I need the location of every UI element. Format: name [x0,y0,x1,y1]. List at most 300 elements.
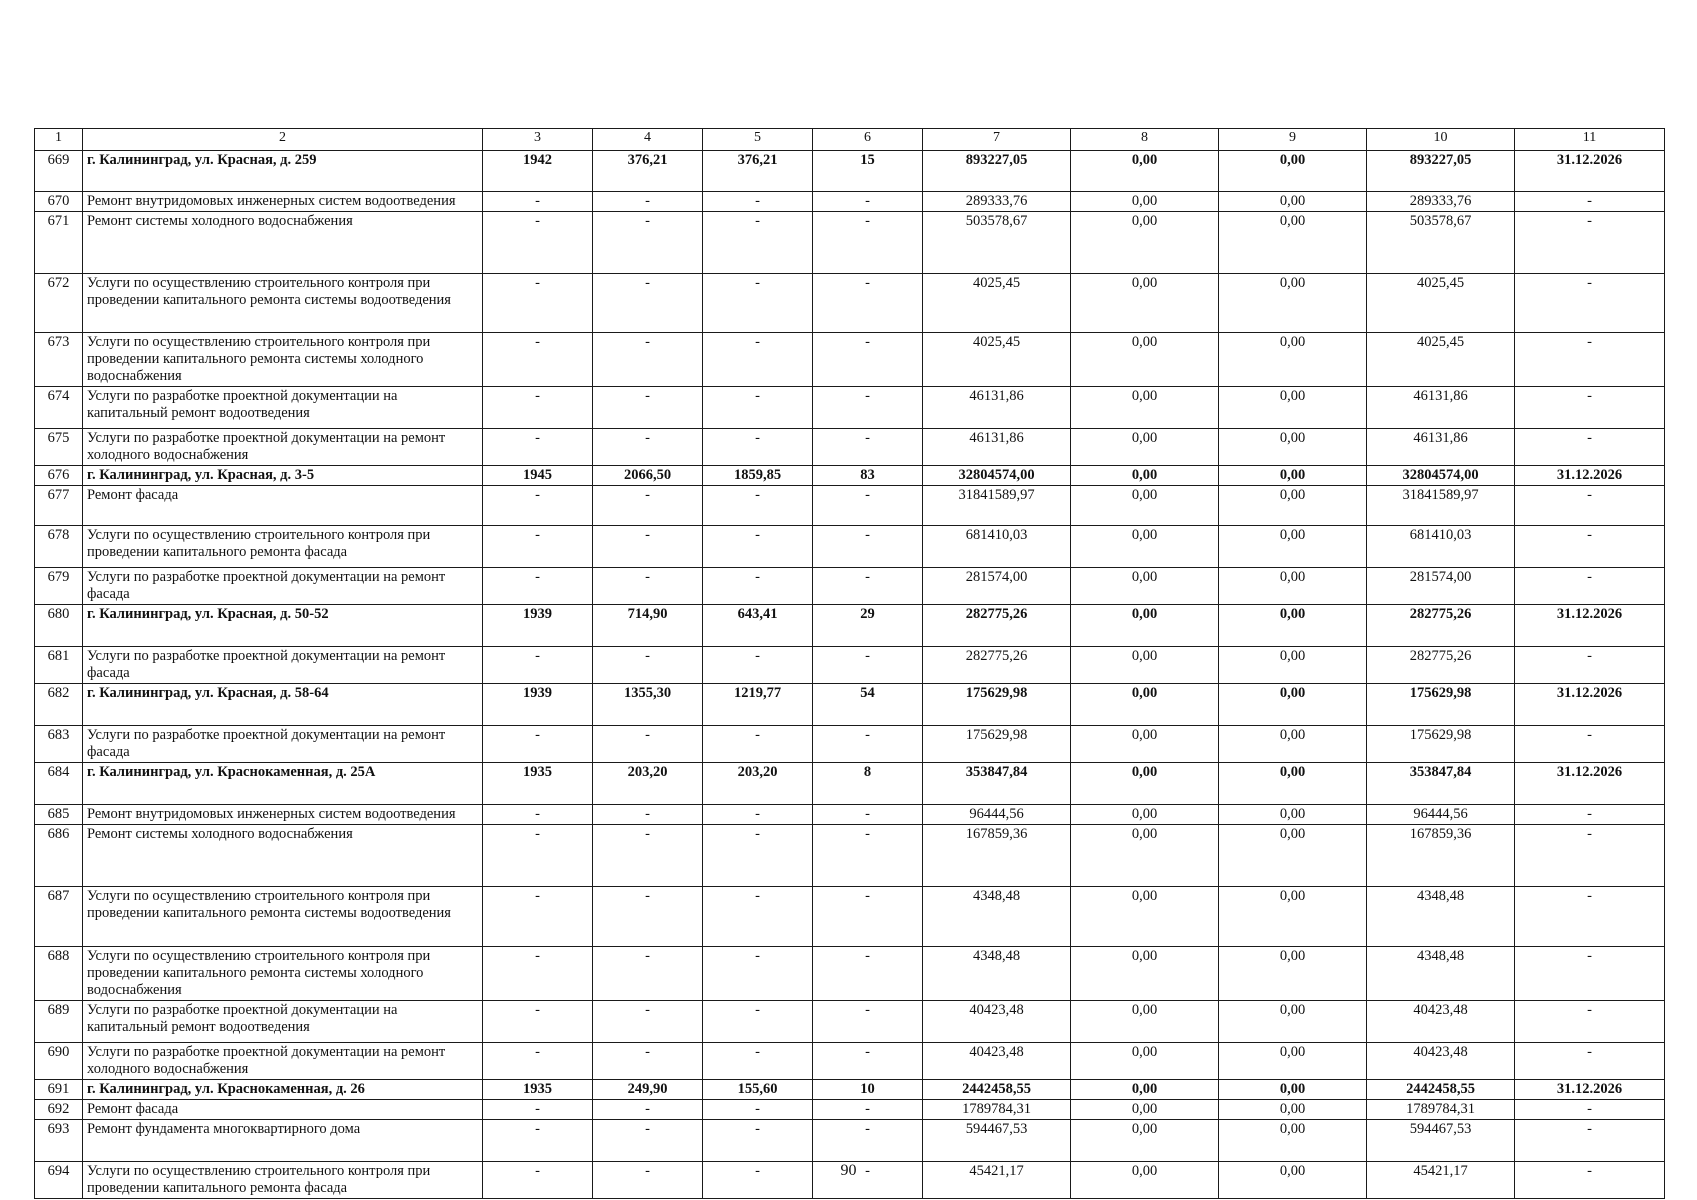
living-area-cell: - [703,1100,813,1120]
cost-column-10-cell: 503578,67 [1367,212,1515,274]
completion-date-cell: - [1515,429,1665,466]
cost-column-10-cell: 167859,36 [1367,825,1515,887]
living-area-cell: - [703,1043,813,1080]
table-body [35,129,1665,1199]
row-number-cell: 689 [35,1001,83,1043]
total-cost-cell: 503578,67 [923,212,1071,274]
work-row [35,274,1665,333]
total-area-cell: - [593,486,703,526]
row-number-cell: 677 [35,486,83,526]
cost-column-9-cell: 0,00 [1219,333,1367,387]
residents-count-cell: - [813,526,923,568]
cost-column-8-cell: 0,00 [1071,825,1219,887]
work-name-cell: Услуги по осуществлению строительного контроля при проведении капитального ремонта фасада [83,526,483,568]
cost-column-8-cell: 0,00 [1071,1043,1219,1080]
cost-column-10-cell: 282775,26 [1367,605,1515,647]
total-cost-cell: 32804574,00 [923,466,1071,486]
residents-count-cell: - [813,387,923,429]
work-row [35,887,1665,947]
cost-column-8-cell: 0,00 [1071,647,1219,684]
residents-count-cell: 8 [813,763,923,805]
address-row [35,605,1665,647]
work-name-cell: Ремонт фундамента многоквартирного дома [83,1120,483,1162]
total-area-cell: - [593,212,703,274]
cost-column-9-cell: 0,00 [1219,192,1367,212]
row-number-cell: 686 [35,825,83,887]
work-row [35,387,1665,429]
cost-column-9-cell: 0,00 [1219,887,1367,947]
residents-count-cell: - [813,212,923,274]
total-area-cell: 1355,30 [593,684,703,726]
total-cost-cell: 289333,76 [923,192,1071,212]
total-area-cell: - [593,947,703,1001]
work-name-cell: Ремонт системы холодного водоснабжения [83,212,483,274]
total-cost-cell: 282775,26 [923,647,1071,684]
cost-column-8-cell: 0,00 [1071,192,1219,212]
residents-count-cell: 29 [813,605,923,647]
cost-column-8-cell: 0,00 [1071,151,1219,192]
cost-column-9-cell: 0,00 [1219,605,1367,647]
row-number-cell: 678 [35,526,83,568]
total-area-cell: - [593,1162,703,1199]
cost-column-9-cell: 0,00 [1219,947,1367,1001]
cost-column-10-cell: 46131,86 [1367,429,1515,466]
living-area-cell: - [703,486,813,526]
cost-column-10-cell: 175629,98 [1367,726,1515,763]
header-cell: 8 [1071,129,1219,151]
work-name-cell: г. Калининград, ул. Красная, д. 50-52 [83,605,483,647]
total-area-cell: - [593,805,703,825]
completion-date-cell: - [1515,726,1665,763]
cost-column-9-cell: 0,00 [1219,387,1367,429]
completion-date-cell: 31.12.2026 [1515,151,1665,192]
living-area-cell: - [703,333,813,387]
cost-column-10-cell: 353847,84 [1367,763,1515,805]
cost-column-9-cell: 0,00 [1219,763,1367,805]
residents-count-cell: 83 [813,466,923,486]
cost-column-10-cell: 1789784,31 [1367,1100,1515,1120]
completion-date-cell: - [1515,1001,1665,1043]
cost-column-9-cell: 0,00 [1219,212,1367,274]
completion-date-cell: - [1515,274,1665,333]
cost-column-9-cell: 0,00 [1219,825,1367,887]
work-name-cell: г. Калининград, ул. Красная, д. 259 [83,151,483,192]
residents-count-cell: 54 [813,684,923,726]
total-cost-cell: 4025,45 [923,274,1071,333]
header-cell: 7 [923,129,1071,151]
work-name-cell: Ремонт фасада [83,1100,483,1120]
total-area-cell: - [593,192,703,212]
residents-count-cell: - [813,1001,923,1043]
row-number-cell: 691 [35,1080,83,1100]
completion-date-cell: - [1515,212,1665,274]
total-cost-cell: 353847,84 [923,763,1071,805]
cost-column-9-cell: 0,00 [1219,151,1367,192]
cost-column-10-cell: 282775,26 [1367,647,1515,684]
total-cost-cell: 893227,05 [923,151,1071,192]
row-number-cell: 671 [35,212,83,274]
residents-count-cell: - [813,825,923,887]
header-cell: 11 [1515,129,1665,151]
work-name-cell: Услуги по разработке проектной документации на капитальный ремонт водоотведения [83,387,483,429]
total-area-cell: 2066,50 [593,466,703,486]
header-cell: 6 [813,129,923,151]
completion-date-cell: - [1515,526,1665,568]
cost-column-9-cell: 0,00 [1219,1162,1367,1199]
row-number-cell: 683 [35,726,83,763]
living-area-cell: - [703,387,813,429]
row-number-cell: 679 [35,568,83,605]
work-row [35,568,1665,605]
work-name-cell: Услуги по разработке проектной документации на ремонт холодного водоснабжения [83,1043,483,1080]
cost-column-8-cell: 0,00 [1071,333,1219,387]
work-name-cell: Услуги по разработке проектной документации на ремонт холодного водоснабжения [83,429,483,466]
completion-date-cell: - [1515,486,1665,526]
cost-column-8-cell: 0,00 [1071,726,1219,763]
completion-date-cell: 31.12.2026 [1515,466,1665,486]
work-name-cell: Услуги по осуществлению строительного контроля при проведении капитального ремонта системы холодного водоснабжения [83,333,483,387]
total-area-cell: - [593,429,703,466]
residents-count-cell: - [813,192,923,212]
cost-column-9-cell: 0,00 [1219,726,1367,763]
row-number-cell: 673 [35,333,83,387]
address-row [35,684,1665,726]
year-built-cell: 1945 [483,466,593,486]
total-cost-cell: 594467,53 [923,1120,1071,1162]
living-area-cell: - [703,1162,813,1199]
work-row [35,805,1665,825]
total-cost-cell: 2442458,55 [923,1080,1071,1100]
cost-column-9-cell: 0,00 [1219,1001,1367,1043]
cost-column-9-cell: 0,00 [1219,466,1367,486]
total-area-cell: - [593,647,703,684]
cost-column-9-cell: 0,00 [1219,647,1367,684]
living-area-cell: - [703,429,813,466]
cost-column-8-cell: 0,00 [1071,1080,1219,1100]
total-area-cell: - [593,726,703,763]
work-name-cell: Услуги по разработке проектной документации на ремонт фасада [83,647,483,684]
completion-date-cell: - [1515,387,1665,429]
year-built-cell: - [483,526,593,568]
year-built-cell: - [483,1100,593,1120]
total-area-cell: - [593,1120,703,1162]
total-area-cell: - [593,1043,703,1080]
total-cost-cell: 4348,48 [923,887,1071,947]
living-area-cell: 643,41 [703,605,813,647]
living-area-cell: - [703,805,813,825]
total-area-cell: 203,20 [593,763,703,805]
year-built-cell: - [483,887,593,947]
cost-column-8-cell: 0,00 [1071,947,1219,1001]
residents-count-cell: - [813,333,923,387]
year-built-cell: - [483,647,593,684]
total-cost-cell: 40423,48 [923,1001,1071,1043]
total-area-cell: - [593,1001,703,1043]
year-built-cell: 1939 [483,605,593,647]
total-cost-cell: 175629,98 [923,726,1071,763]
cost-column-10-cell: 281574,00 [1367,568,1515,605]
residents-count-cell: - [813,726,923,763]
row-number-cell: 693 [35,1120,83,1162]
year-built-cell: - [483,825,593,887]
living-area-cell: 1219,77 [703,684,813,726]
year-built-cell: - [483,726,593,763]
living-area-cell: 203,20 [703,763,813,805]
work-row [35,192,1665,212]
row-number-cell: 684 [35,763,83,805]
residents-count-cell: - [813,887,923,947]
row-number-cell: 669 [35,151,83,192]
cost-column-9-cell: 0,00 [1219,1100,1367,1120]
row-number-cell: 692 [35,1100,83,1120]
cost-column-8-cell: 0,00 [1071,805,1219,825]
works-table [34,128,1665,1199]
cost-column-10-cell: 4025,45 [1367,274,1515,333]
header-cell: 5 [703,129,813,151]
living-area-cell: - [703,212,813,274]
completion-date-cell: - [1515,825,1665,887]
total-area-cell: - [593,274,703,333]
header-cell: 10 [1367,129,1515,151]
year-built-cell: 1939 [483,684,593,726]
living-area-cell: 155,60 [703,1080,813,1100]
total-cost-cell: 175629,98 [923,684,1071,726]
work-name-cell: Услуги по осуществлению строительного контроля при проведении капитального ремонта фасада [83,1162,483,1199]
row-number-cell: 690 [35,1043,83,1080]
work-name-cell: Ремонт внутридомовых инженерных систем водоотведения [83,805,483,825]
work-row [35,333,1665,387]
header-cell: 3 [483,129,593,151]
work-row [35,947,1665,1001]
address-row [35,466,1665,486]
cost-column-10-cell: 289333,76 [1367,192,1515,212]
completion-date-cell: 31.12.2026 [1515,605,1665,647]
year-built-cell: - [483,212,593,274]
work-row [35,825,1665,887]
row-number-cell: 675 [35,429,83,466]
cost-column-8-cell: 0,00 [1071,763,1219,805]
cost-column-8-cell: 0,00 [1071,1162,1219,1199]
cost-column-8-cell: 0,00 [1071,429,1219,466]
year-built-cell: - [483,805,593,825]
year-built-cell: - [483,1001,593,1043]
completion-date-cell: - [1515,192,1665,212]
total-area-cell: 714,90 [593,605,703,647]
cost-column-8-cell: 0,00 [1071,568,1219,605]
completion-date-cell: - [1515,568,1665,605]
cost-column-10-cell: 2442458,55 [1367,1080,1515,1100]
residents-count-cell: 10 [813,1080,923,1100]
living-area-cell: - [703,726,813,763]
completion-date-cell: - [1515,333,1665,387]
residents-count-cell: - [813,486,923,526]
cost-column-10-cell: 4348,48 [1367,947,1515,1001]
year-built-cell: 1942 [483,151,593,192]
living-area-cell: - [703,947,813,1001]
cost-column-8-cell: 0,00 [1071,1120,1219,1162]
cost-column-8-cell: 0,00 [1071,605,1219,647]
living-area-cell: - [703,274,813,333]
cost-column-8-cell: 0,00 [1071,1100,1219,1120]
cost-column-8-cell: 0,00 [1071,1001,1219,1043]
living-area-cell: - [703,887,813,947]
completion-date-cell: 31.12.2026 [1515,1080,1665,1100]
residents-count-cell: - [813,647,923,684]
cost-column-10-cell: 4348,48 [1367,887,1515,947]
residents-count-cell: - [813,274,923,333]
cost-column-10-cell: 32804574,00 [1367,466,1515,486]
year-built-cell: - [483,192,593,212]
total-area-cell: 249,90 [593,1080,703,1100]
cost-column-9-cell: 0,00 [1219,526,1367,568]
cost-column-9-cell: 0,00 [1219,1120,1367,1162]
cost-column-8-cell: 0,00 [1071,486,1219,526]
living-area-cell: - [703,1001,813,1043]
cost-column-8-cell: 0,00 [1071,274,1219,333]
residents-count-cell: - [813,1162,923,1199]
total-cost-cell: 46131,86 [923,429,1071,466]
year-built-cell: 1935 [483,1080,593,1100]
work-name-cell: Услуги по разработке проектной документации на ремонт фасада [83,568,483,605]
year-built-cell: - [483,486,593,526]
year-built-cell: - [483,568,593,605]
year-built-cell: - [483,387,593,429]
completion-date-cell: - [1515,1120,1665,1162]
cost-column-9-cell: 0,00 [1219,805,1367,825]
year-built-cell: 1935 [483,763,593,805]
cost-column-10-cell: 175629,98 [1367,684,1515,726]
total-area-cell: - [593,526,703,568]
total-cost-cell: 96444,56 [923,805,1071,825]
completion-date-cell: - [1515,887,1665,947]
address-row [35,151,1665,192]
work-name-cell: Услуги по разработке проектной документации на капитальный ремонт водоотведения [83,1001,483,1043]
cost-column-10-cell: 40423,48 [1367,1043,1515,1080]
row-number-cell: 685 [35,805,83,825]
total-cost-cell: 4348,48 [923,947,1071,1001]
work-row [35,647,1665,684]
total-cost-cell: 4025,45 [923,333,1071,387]
work-row [35,726,1665,763]
cost-column-10-cell: 46131,86 [1367,387,1515,429]
completion-date-cell: 31.12.2026 [1515,763,1665,805]
row-number-cell: 676 [35,466,83,486]
cost-column-10-cell: 893227,05 [1367,151,1515,192]
cost-column-10-cell: 45421,17 [1367,1162,1515,1199]
residents-count-cell: - [813,805,923,825]
total-area-cell: 376,21 [593,151,703,192]
cost-column-9-cell: 0,00 [1219,486,1367,526]
year-built-cell: - [483,947,593,1001]
total-cost-cell: 45421,17 [923,1162,1071,1199]
header-cell: 1 [35,129,83,151]
work-name-cell: г. Калининград, ул. Красная, д. 58-64 [83,684,483,726]
work-row [35,1043,1665,1080]
work-row [35,212,1665,274]
cost-column-10-cell: 40423,48 [1367,1001,1515,1043]
work-name-cell: г. Калининград, ул. Краснокаменная, д. 25А [83,763,483,805]
work-row [35,526,1665,568]
cost-column-10-cell: 594467,53 [1367,1120,1515,1162]
work-row [35,1100,1665,1120]
completion-date-cell: - [1515,647,1665,684]
work-row [35,486,1665,526]
row-number-cell: 672 [35,274,83,333]
address-row [35,1080,1665,1100]
row-number-cell: 682 [35,684,83,726]
row-number-cell: 688 [35,947,83,1001]
cost-column-8-cell: 0,00 [1071,212,1219,274]
living-area-cell: - [703,1120,813,1162]
cost-column-8-cell: 0,00 [1071,526,1219,568]
cost-column-9-cell: 0,00 [1219,1043,1367,1080]
row-number-cell: 674 [35,387,83,429]
total-cost-cell: 281574,00 [923,568,1071,605]
row-number-cell: 681 [35,647,83,684]
column-number-header-row [35,129,1665,151]
total-area-cell: - [593,1100,703,1120]
total-cost-cell: 31841589,97 [923,486,1071,526]
header-cell: 4 [593,129,703,151]
cost-column-10-cell: 31841589,97 [1367,486,1515,526]
header-cell: 2 [83,129,483,151]
residents-count-cell: - [813,1043,923,1080]
total-cost-cell: 1789784,31 [923,1100,1071,1120]
work-name-cell: Услуги по осуществлению строительного контроля при проведении капитального ремонта системы водоотведения [83,274,483,333]
residents-count-cell: - [813,1120,923,1162]
residents-count-cell: - [813,429,923,466]
year-built-cell: - [483,1162,593,1199]
residents-count-cell: - [813,1100,923,1120]
cost-column-10-cell: 4025,45 [1367,333,1515,387]
cost-column-8-cell: 0,00 [1071,387,1219,429]
work-name-cell: Услуги по осуществлению строительного контроля при проведении капитального ремонта системы холодного водоснабжения [83,947,483,1001]
total-cost-cell: 40423,48 [923,1043,1071,1080]
cost-column-10-cell: 96444,56 [1367,805,1515,825]
living-area-cell: - [703,825,813,887]
row-number-cell: 670 [35,192,83,212]
work-row [35,1001,1665,1043]
year-built-cell: - [483,333,593,387]
work-name-cell: Услуги по осуществлению строительного контроля при проведении капитального ремонта системы водоотведения [83,887,483,947]
work-row [35,1120,1665,1162]
total-area-cell: - [593,825,703,887]
cost-column-9-cell: 0,00 [1219,568,1367,605]
living-area-cell: - [703,647,813,684]
year-built-cell: - [483,274,593,333]
completion-date-cell: - [1515,947,1665,1001]
row-number-cell: 687 [35,887,83,947]
living-area-cell: 376,21 [703,151,813,192]
living-area-cell: - [703,526,813,568]
work-name-cell: Ремонт внутридомовых инженерных систем водоотведения [83,192,483,212]
residents-count-cell: - [813,947,923,1001]
work-row [35,429,1665,466]
living-area-cell: - [703,192,813,212]
completion-date-cell: - [1515,1162,1665,1199]
residents-count-cell: 15 [813,151,923,192]
cost-column-8-cell: 0,00 [1071,887,1219,947]
completion-date-cell: 31.12.2026 [1515,684,1665,726]
work-name-cell: г. Калининград, ул. Красная, д. 3-5 [83,466,483,486]
header-cell: 9 [1219,129,1367,151]
total-area-cell: - [593,887,703,947]
cost-column-10-cell: 681410,03 [1367,526,1515,568]
year-built-cell: - [483,1120,593,1162]
cost-column-8-cell: 0,00 [1071,684,1219,726]
work-name-cell: г. Калининград, ул. Краснокаменная, д. 26 [83,1080,483,1100]
work-name-cell: Услуги по разработке проектной документации на ремонт фасада [83,726,483,763]
